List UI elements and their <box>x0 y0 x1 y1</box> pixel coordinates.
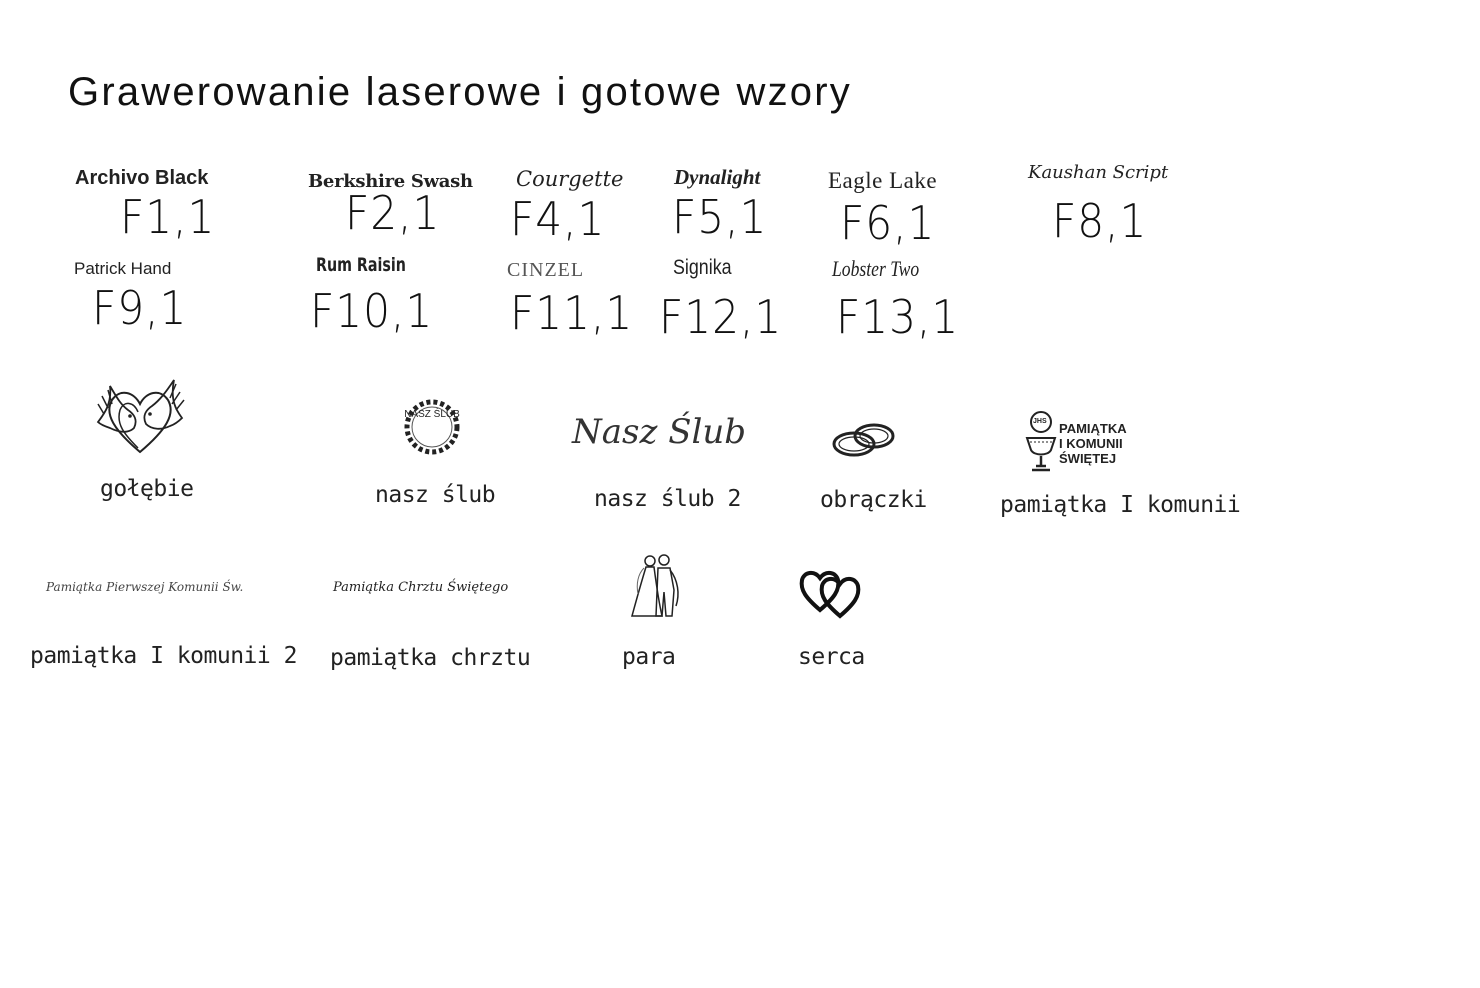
page-title: Grawerowanie laserowe i gotowe wzory <box>68 70 852 114</box>
komunia-line-3: ŚWIĘTEJ <box>1059 451 1117 466</box>
pattern-label-pamiatka-komunii: pamiątka I komunii <box>1000 492 1241 518</box>
komunia-script-icon: Pamiątka Pierwszej Komunii Św. <box>46 580 244 594</box>
font-name-signika: Signika <box>673 256 732 279</box>
font-code-f12: F12,1 <box>659 290 783 344</box>
nasz-slub-script-icon: Nasz Ślub <box>572 412 747 452</box>
wreath-text: NASZ ŚLUB <box>404 409 460 420</box>
komunia-text-block <box>1059 421 1127 466</box>
font-name-kaushan-script: Kaushan Script <box>1028 162 1169 183</box>
pattern-label-golebie: gołębie <box>100 476 194 502</box>
pattern-label-nasz-slub: nasz ślub <box>375 482 496 508</box>
komunia-line-1: PAMIĄTKA <box>1059 421 1127 436</box>
pattern-label-nasz-slub-2: nasz ślub 2 <box>594 486 741 512</box>
font-code-f5: F5,1 <box>672 190 768 244</box>
font-code-f10: F10,1 <box>310 284 434 338</box>
font-code-f2: F2,1 <box>345 186 441 240</box>
doves-heart-icon <box>94 374 186 462</box>
two-hearts-icon <box>798 566 864 620</box>
wedding-rings-icon <box>830 418 898 460</box>
font-name-archivo-black: Archivo Black <box>75 167 209 189</box>
font-name-eagle-lake: Eagle Lake <box>828 168 938 193</box>
font-code-f11: F11,1 <box>510 286 634 340</box>
font-code-f9: F9,1 <box>92 281 188 335</box>
pattern-label-pamiatka-komunii-2: pamiątka I komunii 2 <box>30 643 297 669</box>
font-code-f6: F6,1 <box>840 196 936 250</box>
font-code-f1: F1,1 <box>120 190 216 244</box>
font-name-courgette: Courgette <box>516 167 624 191</box>
font-name-cinzel: CINZEL <box>507 259 585 281</box>
font-name-lobster-two: Lobster Two <box>832 256 920 281</box>
font-name-berkshire-swash: Berkshire Swash <box>308 171 473 192</box>
chrzest-script-icon: Pamiątka Chrztu Świętego <box>333 580 509 595</box>
wreath-nasz-slub-icon <box>400 396 464 458</box>
jhs-emblem: JHS <box>1033 418 1047 425</box>
komunia-line-2: I KOMUNII <box>1059 436 1123 451</box>
pattern-label-obraczki: obrączki <box>820 487 927 513</box>
font-code-f4: F4,1 <box>510 192 606 246</box>
font-name-patrick-hand: Patrick Hand <box>74 259 172 278</box>
pattern-label-serca: serca <box>798 644 865 670</box>
font-code-f8: F8,1 <box>1052 194 1148 248</box>
pattern-label-pamiatka-chrztu: pamiątka chrztu <box>330 645 531 671</box>
font-name-rum-raisin: Rum Raisin <box>316 254 406 276</box>
pattern-label-para: para <box>622 644 676 670</box>
font-code-f13: F13,1 <box>836 290 960 344</box>
font-name-dynalight: Dynalight <box>674 165 761 189</box>
bride-groom-icon <box>628 554 686 620</box>
